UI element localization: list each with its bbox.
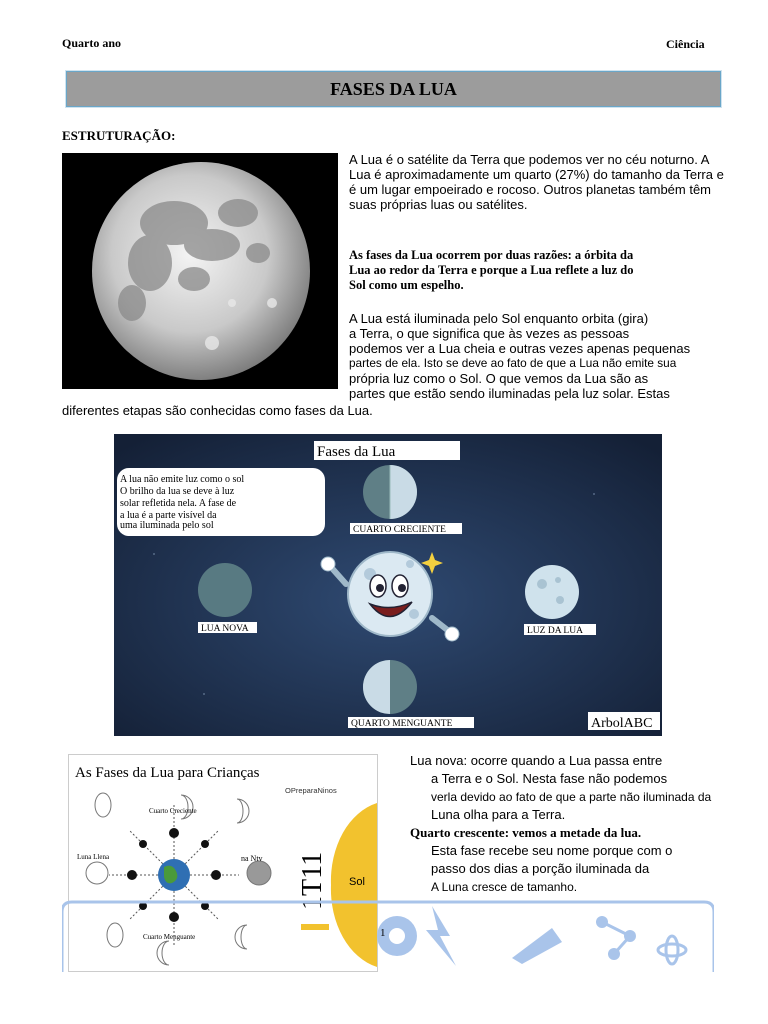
earth-icon: [158, 859, 190, 891]
graphic-credit: ArbolABC: [591, 716, 653, 731]
lightning-icon: [426, 906, 456, 966]
label-bottom: QUARTO MENGUANTE: [351, 719, 453, 729]
page-title: FASES DA LUA: [330, 78, 457, 99]
text-line: a Terra e o Sol. Nesta fase não podemos: [431, 771, 668, 786]
chart-watermark: OPreparaNinos: [285, 786, 337, 795]
moon-phases-graphic: [114, 434, 662, 736]
text-line: podemos ver a Lua cheia e outras vezes apenas pequenas: [349, 341, 691, 356]
vertical-text: 1T11: [297, 851, 328, 910]
note-line: uma iluminada pelo sol: [120, 520, 214, 531]
last-quarter-moon-icon: [363, 660, 417, 714]
label-left: LUA NOVA: [201, 624, 249, 634]
text-line: verla devido ao fato de que a parte não iluminada da: [431, 790, 712, 804]
intro-paragraph-3: [349, 311, 727, 401]
text-line: passo dos dias a porção iluminada da: [431, 861, 650, 876]
graphic-title: Fases da Lua: [317, 444, 396, 460]
bullet-lua-nova: [410, 752, 662, 771]
mortar-pestle-icon: [512, 928, 562, 964]
note-line: solar refletida nela. A fase de: [120, 498, 237, 509]
bullet-text: Quarto crescente: vemos a metade da lua.: [410, 825, 642, 840]
note-line: A lua não emite luz como o sol: [120, 474, 245, 485]
text-line: própria luz como o Sol. O que vemos da Lua são as: [349, 371, 649, 386]
text-line: a Terra, o que significa que às vezes as pessoas: [349, 326, 630, 341]
label-top: CUARTO CRECIENTE: [353, 525, 446, 535]
chart-title: As Fases da Lua para Crianças: [75, 765, 260, 781]
intro-paragraph-2: As fases da Lua ocorrem por duas razões: a órbita da Lua ao redor da Terra e porque a Lua reflete a luz do Sol como um espelho.: [349, 248, 634, 292]
sun-label: Sol: [349, 876, 365, 888]
chart-label-top: Cuarto Creciente: [149, 807, 197, 815]
text-line: A Lua está iluminada pelo Sol enquanto orbita (gira): [349, 311, 649, 326]
chart-label-left: Luna Llena: [77, 853, 110, 861]
science-decoration-band: [62, 898, 714, 972]
full-moon-photo: [62, 153, 338, 389]
text-line: partes de ela. Isto se deve ao fato de que a Lua não emite sua: [349, 356, 677, 370]
bullet-text: Lua nova: ocorre quando a Lua passa entre: [410, 753, 663, 768]
first-quarter-moon-icon: [363, 465, 417, 519]
atom-icon: [658, 936, 686, 964]
page-number: 1: [380, 927, 386, 939]
text-line: Esta fase recebe seu nome porque com o: [431, 843, 673, 858]
intro-paragraph-1: A Lua é o satélite da Terra que podemos ver no céu noturno. A Lua é aproximadamente um quarto (27%) do tamanho da Terra e é um lugar empoeirado e rocoso. Outros planetas também têm suas próprias luas ou satélites.: [349, 152, 724, 212]
text-line: partes que estão sendo iluminadas pela luz solar. Estas: [349, 386, 670, 401]
note-line: a lua é a parte visível da: [120, 510, 217, 521]
section-label: ESTRUTURAÇÃO:: [62, 128, 176, 143]
grade-label: Quarto ano: [62, 36, 122, 50]
subject-label: Ciência: [666, 37, 705, 51]
molecule-icon: [596, 916, 636, 960]
intro-paragraph-3-tail: diferentes etapas são conhecidas como fases da Lua.: [62, 403, 373, 418]
full-moon-icon: [525, 565, 579, 619]
label-right: LUZ DA LUA: [527, 626, 583, 636]
text-line: Luna olha para a Terra.: [431, 807, 566, 822]
new-moon-icon: [198, 563, 252, 617]
chart-label-right: na Ntv: [241, 854, 263, 863]
text-line: A Luna cresce de tamanho.: [431, 880, 578, 894]
note-line: O brilho da lua se deve à luz: [120, 486, 235, 497]
bullet-quarto-crescente: [410, 824, 641, 843]
title-bar: [66, 71, 721, 107]
chart-label-bottom: Cuarto Menguante: [143, 933, 196, 941]
